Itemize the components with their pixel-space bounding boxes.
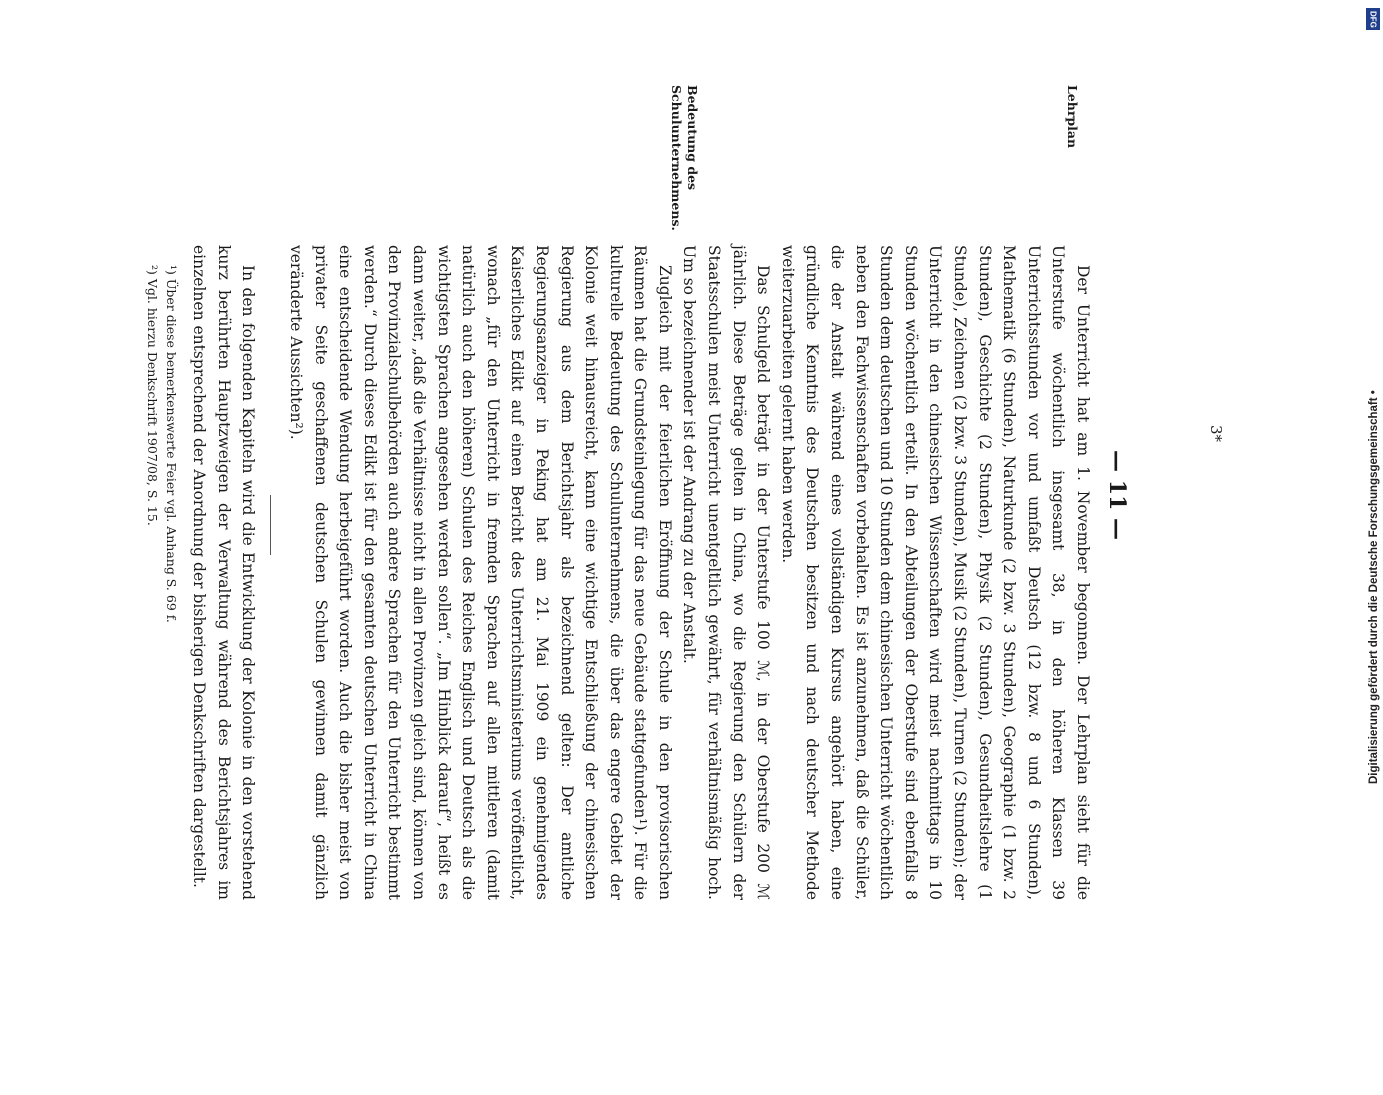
footnote-2: ²) Vgl. hierzu Denkschrift 1907/08, S. 15. (144, 265, 160, 526)
paragraph-curriculum: Der Unterricht hat am 1. November begonnen. Der Lehrplan sieht für die Unterstufe wöchentlich insgesamt 38, in den höheren Klassen 39 Unterrichtsstunden vor und umfaßt Deutsch (12 bzw. 8 und 6 Stunden), Mathematik (6 Stunden), Naturkunde (2 bzw. 3 Stunden), Geographie (1 bzw. 2 Stunden), Geschichte (2 Stunden), Physik (2 Stunden), Gesundheitslehre (1 Stunde), Zeichnen (2 bzw. 3 Stunden), Musik (2 Stunden), Turnen (2 Stunden); der Unterricht in den chinesischen Wissenschaften wird meist nachmittags in 10 Stunden wöchentlich erteilt. In den Abteilungen der Oberstufe sind ebenfalls 8 Stunden dem deutschen und 10 Stunden dem chinesischen Unterricht wöchentlich neben den Fachwissenschaften vorbehalten. Es ist anzunehmen, daß die Schüler, die der Anstalt während eines vollständigen Kursus angehört haben, eine gründliche Kenntnis des Deutschen besitzen und nach deutscher Methode weiterzuarbeiten gelernt haben werden. (778, 245, 1092, 900)
dfg-notice (1368, 390, 1383, 784)
document-page (130, 85, 1225, 1095)
dfg-notice-text: Digitalisierung gefördert durch die Deutsche Forschungsgemeinschaft • (1368, 390, 1380, 784)
signature-mark: 3* (1207, 425, 1225, 443)
footnote-1: ¹) Über diese bemerkenswerte Feier vgl. Anhang S. 69 f. (163, 265, 179, 623)
footnotes (143, 245, 181, 900)
paragraph-outlook: In den folgenden Kapiteln wird die Entwicklung der Kolonie in den vorstehend kurz berührten Hauptzweigen der Verwaltung während des Berichtsjahres im einzelnen entsprechend der Anordnung der bisherigen Denkschriften dargestellt. (190, 245, 258, 900)
dfg-logo: DFG (1366, 8, 1380, 30)
margin-note-bedeutung: Bedeutung des Schulunternehmens. (669, 85, 700, 231)
paragraph-tuition: Das Schulgeld beträgt in der Unterstufe 100 ℳ, in der Oberstufe 200 ℳ jährlich. Diese Beträge gelten in China, wo die Regierung den Schülern der Staatsschulen meist Unterricht unentgeltlich gewährt, für verhältnismäßig hoch. Um so bezeichnender ist der Andrang zu der Anstalt. (680, 245, 773, 900)
paragraph-significance: Zugleich mit der feierlichen Eröffnung der Schule in den provisorischen Räumen hat die Grundsteinlegung für das neue Gebäude stattgefunden¹). Für die kulturelle Bedeutung des Schulunternehmens, die über das engere Gebiet der Kolonie weit hinausreicht, kann eine wichtige Entschließung der chinesischen Regierung aus dem Berichtsjahr als bezeichnend gelten: Der amtliche Regierungsanzeiger in Peking hat am 21. Mai 1909 ein genehmigendes Kaiserliches Edikt auf einen Bericht des Unterrichtsministeriums veröffentlicht, wonach „für den Unterricht in fremden Sprachen auf allen mittleren (damit natürlich auch den höheren) Schulen des Reiches Englisch und Deutsch als die wichtigsten Sprachen angesehen werden sollen“. „Im Hinblick darauf“, heißt es dann weiter, „daß die Verhältnisse nicht in allen Provinzen gleich sind, können von den Provinzialschulbehörden auch andere Sprachen für den Unterricht bestimmt werden.“ Durch dieses Edikt ist für den gesamten deutschen Unterricht in China eine entscheidende Wendung herbeigeführt worden. Auch die bisher meist von privater Seite geschaffenen deutschen Schulen gewinnen damit gänzlich veränderte Aussichten²). (287, 245, 674, 900)
section-divider (270, 495, 271, 555)
margin-note-lehrplan: Lehrplan (1065, 85, 1080, 149)
main-text (143, 245, 1095, 900)
page-header: — 11 — (1104, 450, 1130, 540)
